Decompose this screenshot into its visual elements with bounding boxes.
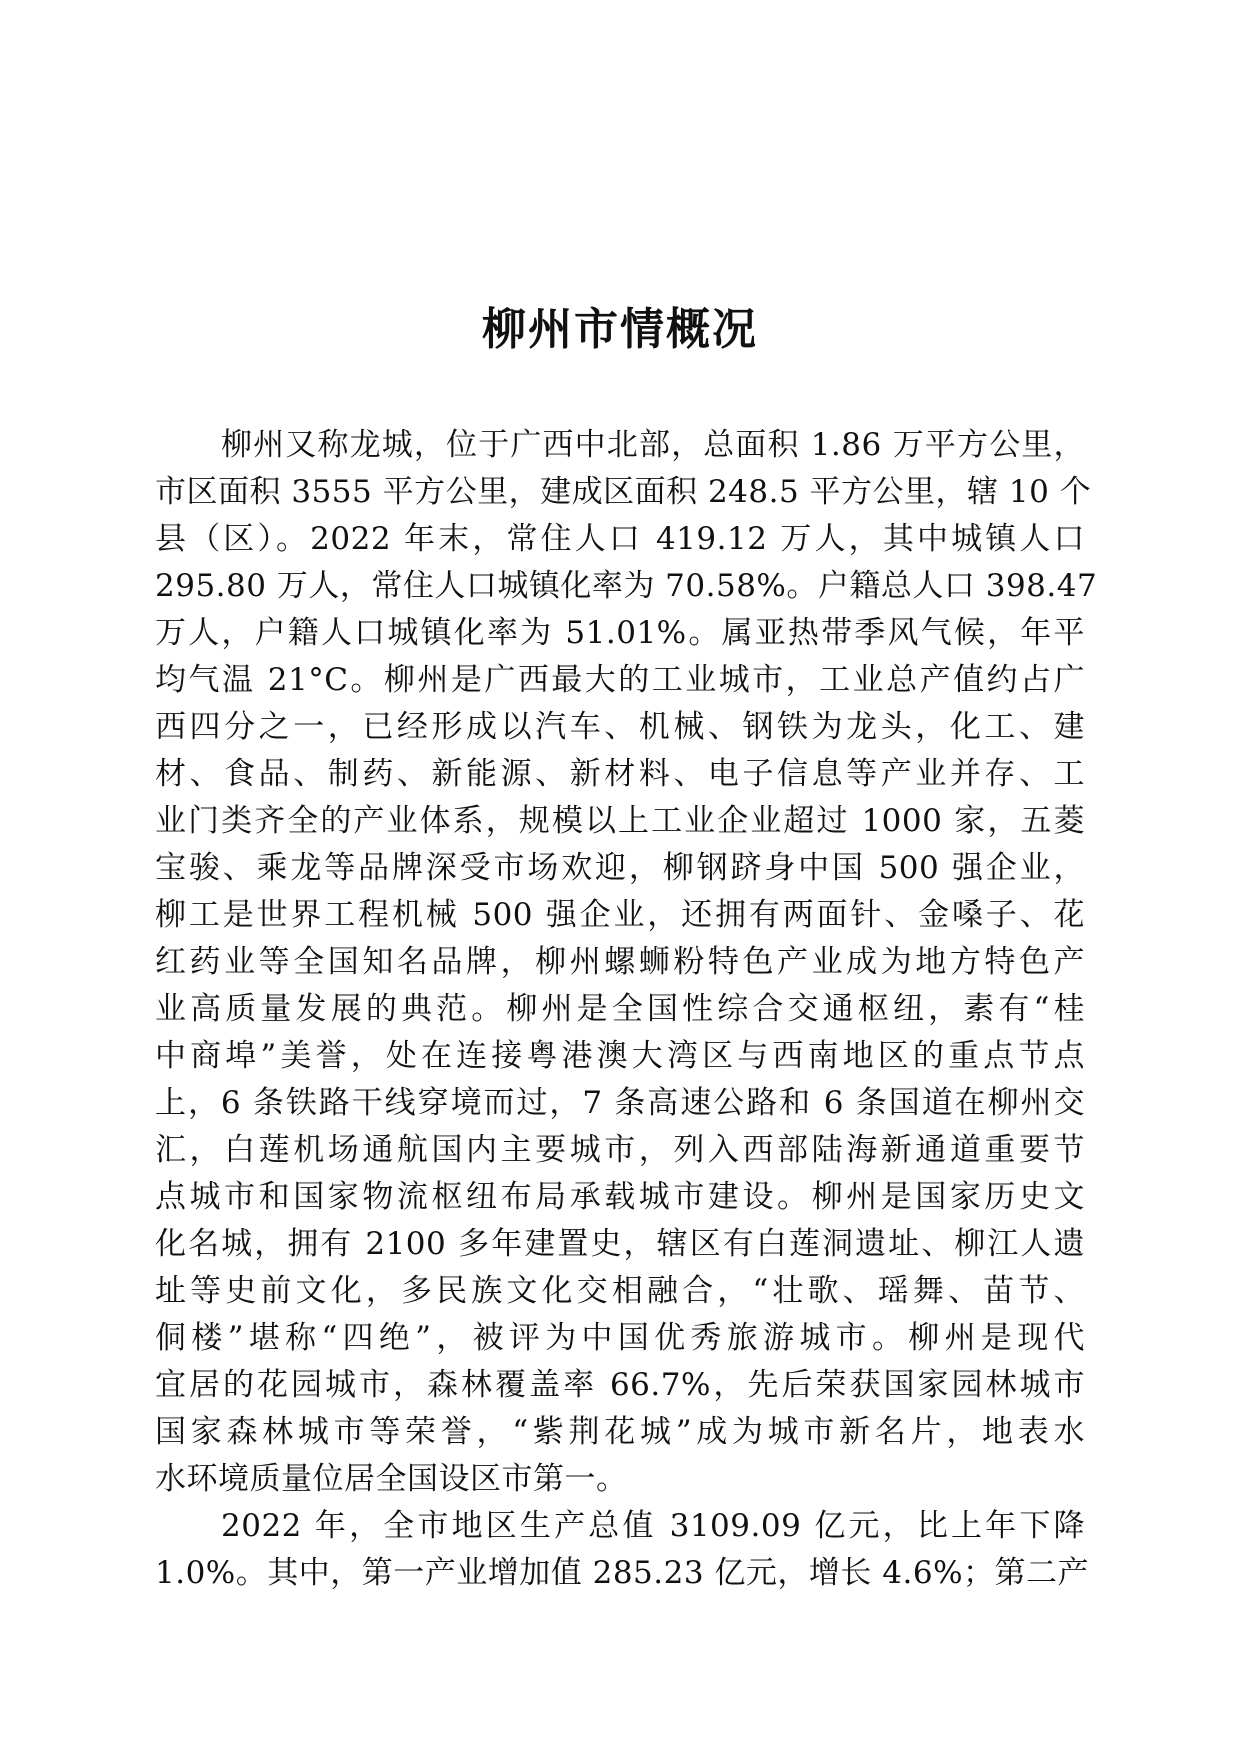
text-line: 水环境质量位居全国设区市第一。 — [155, 1461, 628, 1497]
text-line: 县（区）。2022 年末，常住人口 419.12 万人，其中城镇人口 — [155, 521, 1085, 557]
text-line: 均气温 21°C。柳州是广西最大的工业城市，工业总产值约占广 — [155, 662, 1085, 698]
text-line: 宝骏、乘龙等品牌深受市场欢迎，柳钢跻身中国 500 强企业， — [155, 850, 1085, 886]
text-line: 宜居的花园城市，森林覆盖率 66.7%，先后荣获国家园林城市 — [155, 1367, 1085, 1403]
text-line: 西四分之一，已经形成以汽车、机械、钢铁为龙头，化工、建 — [155, 709, 1085, 745]
text-line: 2022 年，全市地区生产总值 3109.09 亿元，比上年下降 — [221, 1508, 1085, 1544]
text-line: 材、食品、制药、新能源、新材料、电子信息等产业并存、工 — [155, 756, 1085, 792]
text-line: 国家森林城市等荣誉，“紫荆花城”成为城市新名片，地表水 — [155, 1414, 1085, 1450]
text-line: 业门类齐全的产业体系，规模以上工业企业超过 1000 家，五菱 — [155, 803, 1085, 839]
text-line: 柳工是世界工程机械 500 强企业，还拥有两面针、金嗓子、花 — [155, 897, 1085, 933]
body-text — [155, 422, 1098, 1597]
text-line: 址等史前文化，多民族文化交相融合，“壮歌、瑶舞、苗节、 — [155, 1273, 1085, 1309]
text-line: 柳州又称龙城，位于广西中北部，总面积 1.86 万平方公里， — [221, 427, 1085, 463]
text-line: 汇，白莲机场通航国内主要城市，列入西部陆海新通道重要节 — [155, 1132, 1085, 1168]
text-line: 点城市和国家物流枢纽布局承载城市建设。柳州是国家历史文 — [155, 1179, 1085, 1215]
text-line: 市区面积 3555 平方公里，建成区面积 248.5 平方公里，辖 10 个 — [155, 474, 1092, 510]
text-line: 295.80 万人，常住人口城镇化率为 70.58%。户籍总人口 398.47 — [155, 568, 1098, 604]
text-line: 红药业等全国知名品牌，柳州螺蛳粉特色产业成为地方特色产 — [155, 944, 1085, 980]
text-line: 1.0%。其中，第一产业增加值 285.23 亿元，增长 4.6%；第二产 — [155, 1555, 1090, 1591]
text-line: 化名城，拥有 2100 多年建置史，辖区有白莲洞遗址、柳江人遗 — [155, 1226, 1085, 1262]
text-line: 万人，户籍人口城镇化率为 51.01%。属亚热带季风气候，年平 — [155, 615, 1085, 651]
text-line: 中商埠”美誉，处在连接粤港澳大湾区与西南地区的重点节点 — [155, 1038, 1085, 1074]
page-title: 柳州市情概况 — [482, 304, 758, 355]
text-line: 业高质量发展的典范。柳州是全国性综合交通枢纽，素有“桂 — [155, 991, 1085, 1027]
text-line: 侗楼”堪称“四绝”，被评为中国优秀旅游城市。柳州是现代 — [155, 1320, 1085, 1356]
text-line: 上，6 条铁路干线穿境而过，7 条高速公路和 6 条国道在柳州交 — [155, 1085, 1085, 1121]
